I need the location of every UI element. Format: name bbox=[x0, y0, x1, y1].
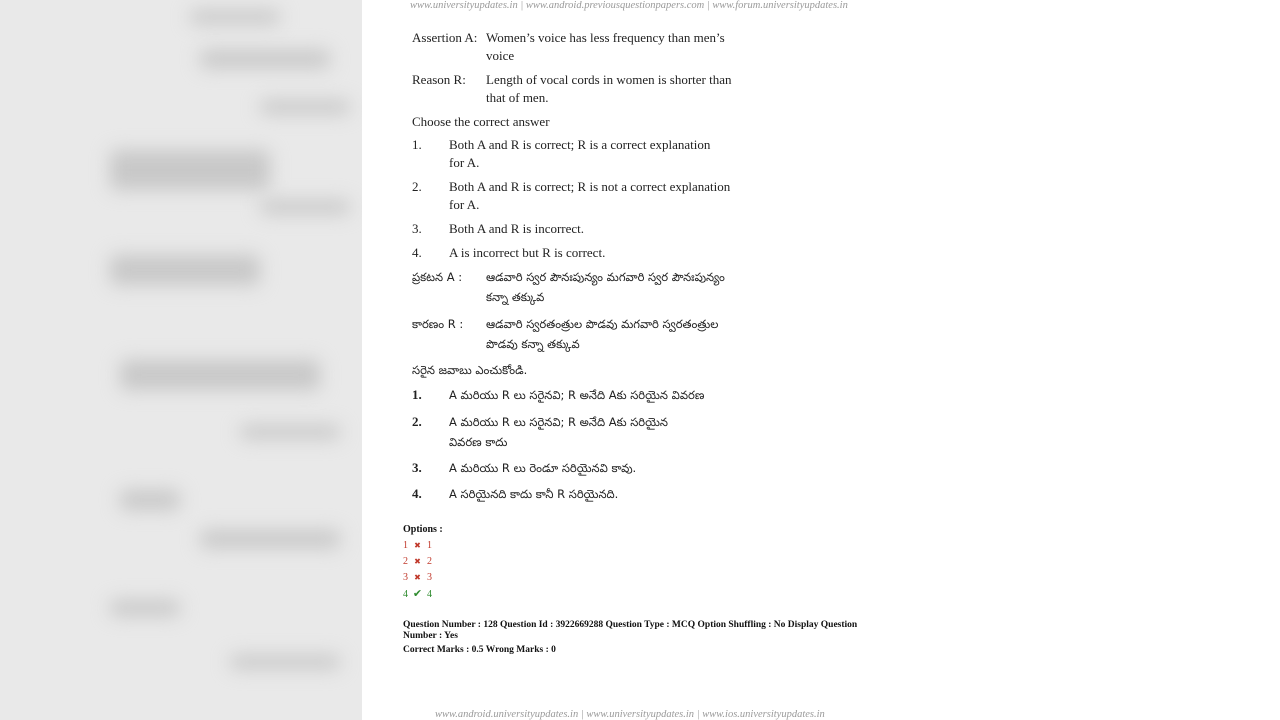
choice-number: 2. bbox=[412, 414, 422, 429]
choice-en-2 bbox=[412, 178, 772, 218]
choice-number: 2. bbox=[412, 179, 422, 194]
reason-te-label: కారణం R : bbox=[412, 317, 464, 331]
choice-te-1 bbox=[412, 385, 772, 405]
reason-te bbox=[412, 314, 812, 354]
options-title: Options : bbox=[403, 524, 443, 535]
blurred-background bbox=[0, 0, 362, 720]
choice-text: A సరియైనది కాదు కానీ R సరియైనది. bbox=[449, 487, 619, 501]
choose-instruction-te: సరైన జవాబు ఎంచుకోండి. bbox=[412, 363, 528, 377]
choice-text: Both A and R is incorrect. bbox=[449, 221, 585, 236]
option-number: 1 bbox=[403, 540, 408, 551]
cross-icon: ✖ bbox=[414, 541, 421, 550]
choice-te-2 bbox=[412, 412, 772, 452]
question-meta-line1: Question Number : 128 Question Id : 3922669288 Question Type : MCQ Option Shuffling : No Display Question bbox=[403, 620, 858, 630]
reason-te-line1: ఆడవారి స్వరతంత్రుల పొడవు మగవారి స్వరతంత్రుల bbox=[486, 317, 719, 331]
question-meta-line2: Number : Yes bbox=[403, 631, 458, 641]
option-value: 4 bbox=[427, 589, 432, 600]
reason-label: Reason R: bbox=[412, 72, 466, 87]
choice-number: 1. bbox=[412, 137, 422, 152]
choice-en-1 bbox=[412, 136, 772, 176]
choose-instruction: Choose the correct answer bbox=[412, 114, 550, 129]
choice-text: Both A and R is correct; R is not a correct explanation bbox=[449, 179, 731, 194]
option-row-correct bbox=[403, 587, 432, 600]
option-row bbox=[403, 556, 432, 567]
assertion-te-line1: ఆడవారి స్వర పౌనఃపున్యం మగవారి స్వర పౌనఃపున్యం bbox=[486, 270, 725, 284]
choice-text: A మరియు R లు సరైనవి; R అనేది Aకు సరియైన bbox=[449, 415, 668, 429]
choice-en-4 bbox=[412, 244, 772, 264]
option-value: 3 bbox=[427, 572, 432, 583]
assertion-te-line2: కన్నా తక్కువ bbox=[486, 290, 545, 304]
choice-te-3 bbox=[412, 458, 772, 478]
assertion-te bbox=[412, 267, 812, 307]
option-value: 2 bbox=[427, 556, 432, 567]
choice-text-cont: for A. bbox=[449, 197, 480, 212]
choice-text: A మరియు R లు రెండూ సరియైనవి కావు. bbox=[449, 461, 637, 475]
option-number: 4 bbox=[403, 589, 408, 600]
assertion-en bbox=[412, 29, 812, 69]
choice-text-cont: వివరణ కాదు bbox=[449, 435, 508, 449]
assertion-line1: Women’s voice has less frequency than men’s bbox=[486, 30, 725, 45]
option-value: 1 bbox=[427, 540, 432, 551]
reason-line2: that of men. bbox=[486, 90, 549, 105]
watermark-bottom: www.android.universityupdates.in | www.universityupdates.in | www.ios.universityupdates.in bbox=[435, 709, 825, 720]
choice-te-4 bbox=[412, 484, 772, 504]
choice-number: 4. bbox=[412, 486, 422, 501]
choice-text: A మరియు R లు సరైనవి; R అనేది Aకు సరియైన వివరణ bbox=[449, 388, 705, 402]
assertion-line2: voice bbox=[486, 48, 515, 63]
choice-text-cont: for A. bbox=[449, 155, 480, 170]
reason-line1: Length of vocal cords in women is shorter than bbox=[486, 72, 732, 87]
choice-text: A is incorrect but R is correct. bbox=[449, 245, 606, 260]
option-row bbox=[403, 572, 432, 583]
option-row bbox=[403, 540, 432, 551]
choice-en-3 bbox=[412, 220, 772, 240]
watermark-top: www.universityupdates.in | www.android.previousquestionpapers.com | www.forum.universityupdates.in bbox=[410, 0, 848, 11]
choice-number: 1. bbox=[412, 387, 422, 402]
choice-text: Both A and R is correct; R is a correct explanation bbox=[449, 137, 711, 152]
option-number: 3 bbox=[403, 572, 408, 583]
check-icon: ✔ bbox=[412, 588, 423, 600]
reason-te-line2: పొడవు కన్నా తక్కువ bbox=[486, 337, 580, 351]
assertion-te-label: ప్రకటన A : bbox=[412, 270, 463, 284]
choice-number: 4. bbox=[412, 245, 422, 260]
question-page bbox=[362, 0, 1280, 720]
marks-line: Correct Marks : 0.5 Wrong Marks : 0 bbox=[403, 645, 556, 655]
reason-en bbox=[412, 71, 812, 111]
choice-number: 3. bbox=[412, 221, 422, 236]
cross-icon: ✖ bbox=[414, 557, 421, 566]
assertion-label: Assertion A: bbox=[412, 30, 478, 45]
choice-number: 3. bbox=[412, 460, 422, 475]
option-number: 2 bbox=[403, 556, 408, 567]
cross-icon: ✖ bbox=[414, 573, 421, 582]
